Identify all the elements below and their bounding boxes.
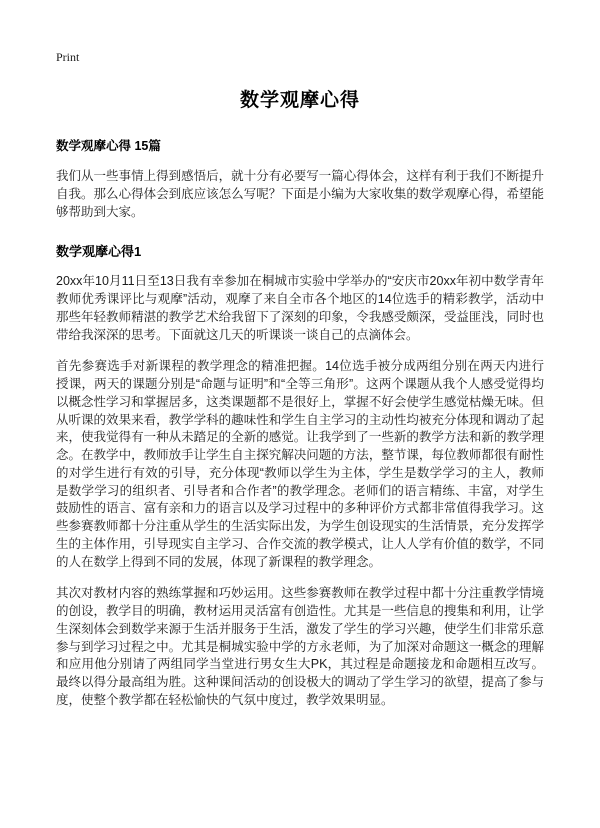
page-title: 数学观摩心得 (239, 90, 360, 111)
print-button[interactable]: Print (56, 50, 80, 64)
body-paragraph: 首先参赛选手对新课程的教学理念的精准把握。14位选手被分成两组分别在两天内进行授课，两天的课题分别是“命题与证明”和“全等三角形”。这两个课题从我个人感受觉得均以概念性学习和掌握居多，这类课题都不是很好上，掌握不好会使学生感觉枯燥无味。但从听课的效果来看，教学学科的趣味性和学生自主学习的主动性均被充分体现和调动了起来，使我觉得有一种从未踏足的全新的感觉。让我学到了一些新的教学方法和新的教学理念。在教学中，教师放手让学生自主探究解决问题的方法，整节课，每位教师都很有耐性的对学生进行有效的引导，充分体现“教师以学生为主体，学生是数学学习的主人，教师是数学学习的组织者、引导者和合作者”的教学理念。老师们的语言精练、丰富，对学生鼓励性的语言、富有亲和力的语言以及学习过程中的多种评价方式都非常值得我学习。这些参赛教师都十分注重从学生的生活实际出发，为学生创设现实的生活情景，充分发挥学生的主体作用，引导现实自主学习、合作交流的教学模式，让人人学有价值的数学，不同的人在数学上得到不同的发展，体现了新课程的教学理念。 (56, 359, 544, 569)
section-heading: 数学观摩心得1 (56, 244, 142, 260)
body-paragraph: 20xx年10月11日至13日我有幸参加在桐城市实验中学举办的“安庆市20xx年初中数学青年教师优秀课评比与观摩”活动，观摩了来自全市各个地区的14位选手的精彩教学，活动中那些年轻教师精湛的教学艺术给我留下了深刻的印象，令我感受颇深，受益匪浅，同时也带给我深深的思考。下面就这几天的听课谈一谈自己的点滴体会。 (56, 274, 544, 342)
body-paragraph: 其次对教材内容的熟练掌握和巧妙运用。这些参赛教师在教学过程中都十分注重教学情境的创设，教学目的明确，教材运用灵活富有创造性。尤其是一些信息的搜集和利用，让学生深刻体会到数学来源于生活并服务于生活，激发了学生的学习兴趣，使学生们非常乐意参与到学习过程之中。尤其是桐城实验中学的方永老师，为了加深对命题这一概念的理解和应用他分别请了两组同学当堂进行男女生大PK，其过程是命题接龙和命题相互改写。最终以得分最高组为胜。这种课间活动的创设极大的调动了学生学习的欲望，提高了参与度，使整个教学都在轻松愉快的气氛中度过，教学效果明显。 (56, 586, 544, 707)
document-subtitle: 数学观摩心得 15篇 (56, 139, 161, 153)
intro-paragraph: 我们从一些事情上得到感悟后，就十分有必要写一篇心得体会，这样有利于我们不断提升自我。那么心得体会到底应该怎么写呢？下面是小编为大家收集的数学观摩心得，希望能够帮助到大家。 (56, 169, 544, 219)
